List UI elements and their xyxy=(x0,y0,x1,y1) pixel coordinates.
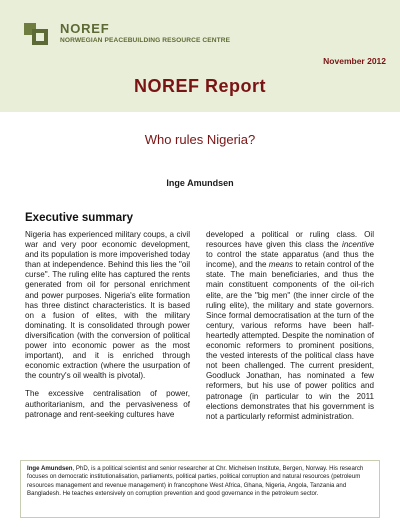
logo-subtitle: NORWEGIAN PEACEBUILDING RESOURCE CENTRE xyxy=(60,37,231,44)
logo-name: NOREF xyxy=(60,21,110,36)
summary-column-right xyxy=(206,230,374,430)
author-bio-box xyxy=(20,460,380,518)
noref-logo xyxy=(24,22,230,47)
noref-logo-icon xyxy=(24,23,54,47)
emphasis-means: means xyxy=(268,260,294,270)
report-series-title: NOREF Report xyxy=(134,76,266,96)
summary-column-left xyxy=(25,230,190,428)
header-band xyxy=(0,0,400,112)
summary-paragraph: Nigeria has experienced military coups, a civil war and very poor economic development, and its population is more impoverished today than at independence. Behind this lies the "oil curse". The ruling elite has captured the rents generated from oil for personal enrichment and power purposes. Nigeria's elite formation has three distinct characteristics. It is based on a fusion of elites, with the military dominating. It is consolidated through power diversification (with the conversion of political power into economic power as the most important), and it is enriched through economic extraction (where the usurpation of the country's oil wealth is pivotal). xyxy=(25,230,190,381)
author-name: Inge Amundsen xyxy=(166,178,234,188)
bio-author-name: Inge Amundsen xyxy=(27,465,73,472)
bio-text: , PhD, is a political scientist and senior researcher at Chr. Michelsen Institute, Bergen, Norway. His research focuses on democratic institutionalisation, parliaments, political parties, political corruption and natural resources (petroleum resources management and revenue management) in francophone West Africa, Ghana, Nigeria, Angola, Tanzania and Bangladesh. He teaches extensively on corruption prevention and good governance in the petroleum sector. xyxy=(27,465,364,497)
section-heading: Executive summary xyxy=(25,212,134,224)
report-date: November 2012 xyxy=(323,56,386,66)
emphasis-incentive: incentive xyxy=(342,240,374,250)
summary-paragraph: developed a political or ruling class. Oil resources have given this class the incentive to control the state apparatus (and thus the income), and the means to retain control of the state. The main beneficiaries, and thus the main constituent components of the oil-rich elite, are the "big men" (the inner circle of the ruling elite), the military and state governors. Since formal democratisation at the turn of the century, various reforms have been half-heartedly attempted. Despite the nomination of economic reformers to prominent positions, the vested interests of the political class have not been challenged. The current president, Goodluck Jonathan, has nominated a few reformers, but his use of power politics and patronage (in particular to win the 2011 elections demonstrates that his government is not a particularly reformist administration. xyxy=(206,230,374,421)
summary-paragraph: The excessive centralisation of power, authoritarianism, and the pervasiveness of patronage and rent-seeking cultures have xyxy=(25,389,190,419)
document-title: Who rules Nigeria? xyxy=(144,132,256,147)
